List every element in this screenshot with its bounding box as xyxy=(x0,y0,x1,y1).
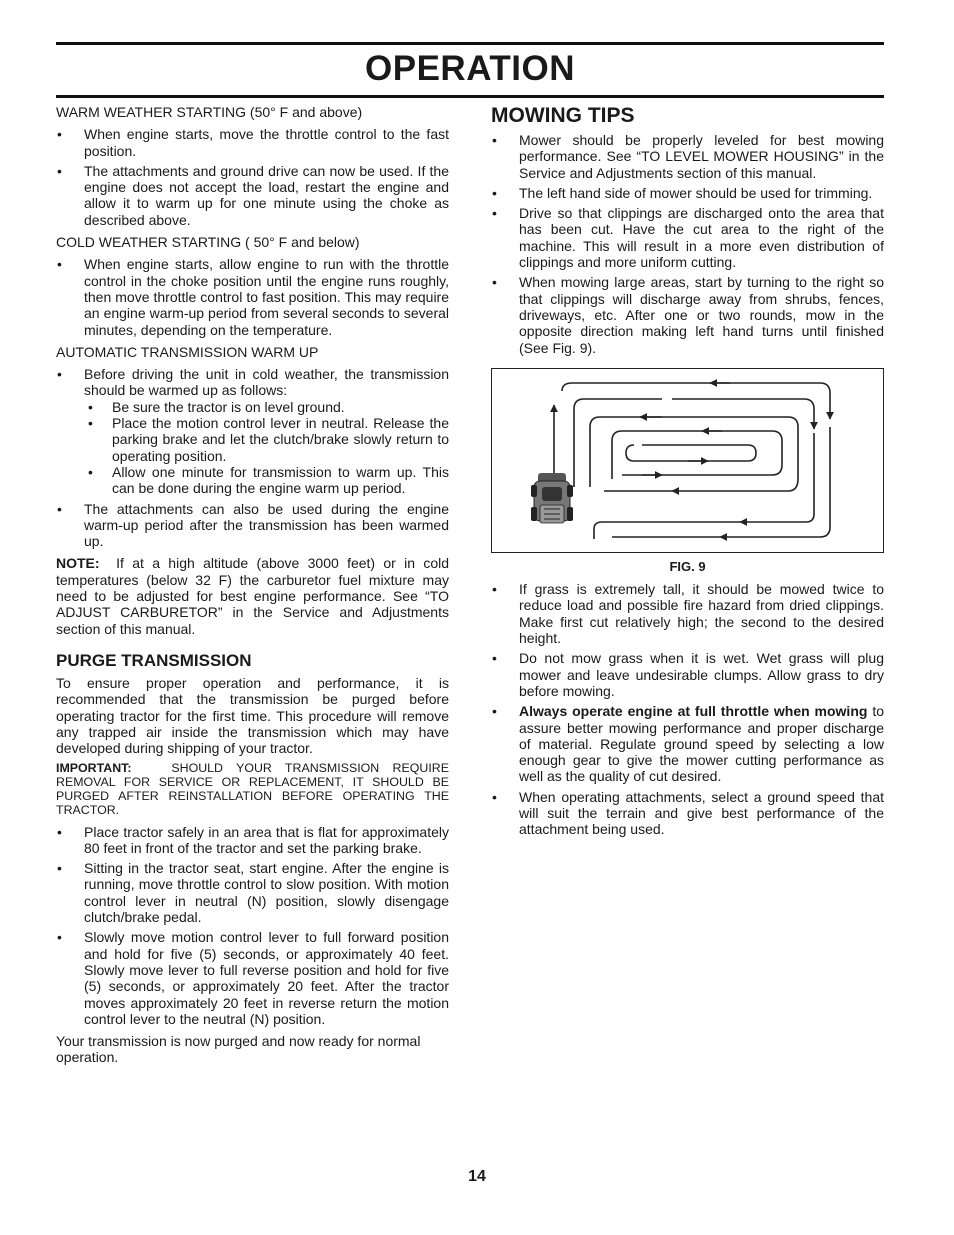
sub-list-item: • Be sure the tractor is on level ground. xyxy=(88,398,345,415)
auto-transmission-sublist xyxy=(84,399,449,497)
sub-list-item: • Place the motion control lever in neutral. Release the parking brake and let the clutch/brake slowly return to operating position. xyxy=(88,415,449,464)
warm-weather-heading: WARM WEATHER STARTING (50° F and above) xyxy=(56,104,363,120)
mowing-pattern-diagram xyxy=(492,369,883,552)
list-item: • Always operate engine at full throttle when mowing to assure better mowing performance and proper discharge of material. Regulate ground speed by selecting a low enough gear to give the mower cutting performance as well as the quality of cut desired. xyxy=(492,703,884,785)
mowing-tips-list-2 xyxy=(491,581,884,837)
list-item: • Mower should be properly leveled for best mowing performance. See “TO LEVEL MOWER HOUSING” in the Service and Adjustments section of this manual. xyxy=(492,132,884,181)
list-item: • Sitting in the tractor seat, start engine. After the engine is running, move throttle control to slow position. With motion control lever in neutral (N) position, slowly disengage clutch/brake pedal. xyxy=(57,860,449,926)
page-number: 14 xyxy=(468,1168,486,1185)
throttle-bold-text: Always operate engine at full throttle when mowing xyxy=(519,703,868,720)
list-item: • When engine starts, allow engine to run with the throttle control in the choke position until the engine runs roughly, then move throttle control to fast position. This may require an engine warm-up period from several seconds to several minutes, depending on the temperature. xyxy=(57,256,449,338)
path-loop3-top xyxy=(590,417,692,487)
cold-weather-heading: COLD WEATHER STARTING ( 50° F and below) xyxy=(56,234,360,251)
path-loop2-left xyxy=(574,399,662,487)
tractor-icon xyxy=(531,473,573,523)
list-item: • When operating attachments, select a ground speed that will suit the terrain and give best performance of the attachment being used. xyxy=(492,788,884,838)
purge-list xyxy=(56,824,449,1028)
list-item: • When mowing large areas, start by turning to the right so that clippings will discharge away from shrubs, fences, driveways, etc. After one or two rounds, mow in the opposite direction making left hand turns until finished (See Fig. 9). xyxy=(492,274,884,356)
list-item: • Before driving the unit in cold weather, the transmission should be warmed up as follows: • Be sure the tractor is on level ground. • Place the motion control lever in neutral. Release the parking brake and let the clutch/brake slowly return to operating position. • Allow one minute for transmission to warm up. This can be done during the engine warm up period. xyxy=(57,366,449,497)
purge-closing: Your transmission is now purged and now ready for normal operation. xyxy=(56,1033,421,1066)
path-loop2-bottom xyxy=(740,433,814,522)
mowing-tips-heading: MOWING TIPS xyxy=(491,104,635,127)
list-item: • Place tractor safely in an area that is flat for approximately 80 feet in front of the tractor and set the parking brake. xyxy=(57,823,449,856)
right-column xyxy=(491,104,884,844)
figure-caption: FIG. 9 xyxy=(669,558,706,574)
note-paragraph: NOTE: If at a high altitude (above 3000 feet) or in cold temperatures (below 32 F) the carburetor fuel mixture may need to be adjusted for best engine performance. See “TO ADJUST CARBURETOR” in the Service and Adjustments section of this manual. xyxy=(56,555,450,637)
path-outer-top xyxy=(562,383,830,419)
list-item: • Do not mow grass when it is wet. Wet grass will plug mower and leave undesirable clumps. Allow grass to dry before mowing. xyxy=(492,650,884,699)
list-item: • If grass is extremely tall, it should be mowed twice to reduce load and possible fire hazard from dried clippings. Make first cut relatively high; the second to the desired height. xyxy=(492,581,884,647)
list-item: • The attachments can also be used during the engine warm-up period after the transmission has been warmed up. xyxy=(57,500,449,550)
path-loop2-right xyxy=(672,399,814,429)
header-rule-bottom xyxy=(56,95,884,98)
cold-weather-list xyxy=(56,256,449,337)
header-rule-top xyxy=(56,42,884,45)
path-inner-oval xyxy=(626,445,756,461)
sub-list-item: • Allow one minute for transmission to warm up. This can be done during the engine warm up period. xyxy=(88,463,449,497)
list-item: • When engine starts, move the throttle control to the fast position. xyxy=(57,126,449,159)
purge-intro: To ensure proper operation and performance, it is recommended that the transmission be purged before operating tractor for the first time. This procedure will remove any trapped air inside the transmission which may have developed during shipping of your tractor. xyxy=(56,674,449,757)
left-column xyxy=(56,104,449,1072)
note-label: NOTE: xyxy=(56,555,100,572)
mowing-tips-list xyxy=(491,132,884,356)
important-label: IMPORTANT: xyxy=(56,761,132,776)
auto-transmission-list xyxy=(56,366,449,549)
list-item: • Slowly move motion control lever to full forward position and hold for five (5) seconds, or approximately 40 feet. Slowly move lever to full reverse position and hold for five (5) seconds, or approximately 20 feet. After the tractor moves approximately 20 feet in reverse return the motion control lever to the neutral (N) position. xyxy=(57,929,449,1027)
list-item: • Drive so that clippings are discharged onto the area that has been cut. Have the cut area to the right of the machine. This will result in a more even distribution of clippings and more uniform cutting. xyxy=(492,205,884,271)
important-notice: IMPORTANT: SHOULD YOUR TRANSMISSION REQUIRE REMOVAL FOR SERVICE OR REPLACEMENT, IT SHOULD BE PURGED AFTER REINSTALLATION BEFORE OPERATING THE TRACTOR. xyxy=(56,761,449,817)
list-item: • The attachments and ground drive can now be used. If the engine does not accept the load, restart the engine and allow it to warm up for one minute using the choke as described above. xyxy=(57,162,449,228)
page-title: OPERATION xyxy=(365,49,575,88)
auto-transmission-heading: AUTOMATIC TRANSMISSION WARM UP xyxy=(56,343,319,360)
list-item: • The left hand side of mower should be used for trimming. xyxy=(492,184,873,201)
mowing-pattern-figure xyxy=(491,368,884,553)
warm-weather-list xyxy=(56,126,449,228)
purge-transmission-heading: PURGE TRANSMISSION xyxy=(56,650,252,670)
